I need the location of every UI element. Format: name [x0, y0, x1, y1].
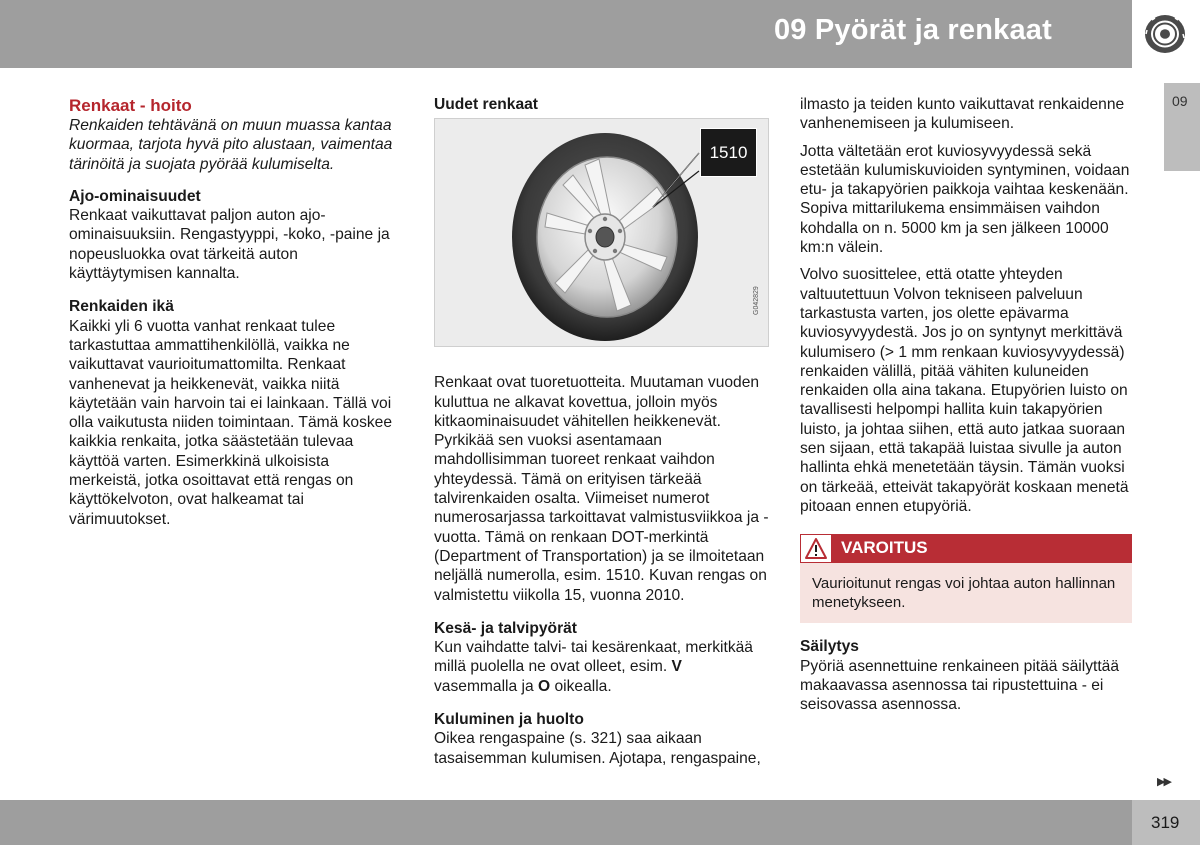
section-title: Renkaat - hoito	[69, 96, 192, 115]
new-tires-text: Renkaat ovat tuoretuotteita. Muutaman vuoden kuluttua ne alkavat kovettua, jolloin myös kitkaominaisuudet vähitellen heikkenevät. Pyrkikää sen vuoksi asentamaan mahdollisimman tuoreet renkaat vaihdon yhteydessä. Tämä on erityisen tärkeää talvirenkaiden osalta. Viimeiset numerot numerosarjassa tarkoittavat valmistusviikkoa ja -vuotta. Tämä on renkaan DOT-merkintä (Department of Transportation) ja se ilmoitetaan neljällä numerolla, esim. 1510. Kuvan rengas on valmistettu viikolla 15, vuonna 2010.	[434, 374, 769, 604]
seasonal-text	[434, 638, 769, 696]
wear-text: Oikea rengaspaine (s. 321) saa aikaan tasaisemman kulumisen. Ajotapa, rengaspaine,	[434, 730, 761, 767]
column-1	[69, 95, 404, 529]
age-heading: Renkaiden ikä	[69, 298, 174, 316]
age-text: Kaikki yli 6 vuotta vanhat renkaat tulee tarkastuttaa ammattihenkilöllä, vaikka ne vaikuttavat vaurioitumattomilta. Renkaat vanhenevat ja heikkenevät, vaikka niitä käytetään vain harvoin tai ei lainkaan. Tällä voi olla vaikutusta niiden toimintaan. Tämä koskee kaikkia renkaita, jotka säästetään tulevaa käyttöä varten. Esimerkkinä ulkoisista merkeistä, jotka osoittavat että rengas on käyttökelvoton, ovat halkeamat tai värimuutokset.	[69, 317, 393, 528]
seasonal-text-part-2: vasemmalla ja	[434, 677, 538, 695]
chapter-icon-box	[1132, 0, 1200, 68]
continued-text: ilmasto ja teiden kunto vaikuttavat renkaidenne vanhenemiseen ja kulumiseen.	[800, 96, 1125, 133]
seasonal-text-part-1: Kun vaihdatte talvi- tai kesärenkaat, merkitkää millä puolella ne ovat olleet, esim.	[434, 639, 753, 676]
chapter-side-tab-label: 09	[1172, 93, 1188, 109]
warning-header	[800, 534, 1132, 563]
volvo-recommendation-text: Volvo suosittelee, että otatte yhteyden valtuutettuun Volvon tekniseen palveluun tarkastusta varten, jos olette epävarma kuviosyvyydestä. Jos jo on syntynyt merkittävä kulumisero (> 1 mm renkaan kuviosyvyydessä) renkaiden välillä, pitää vähiten kuluneiden renkaiden olla aina takana. Etupyörien luisto on tavallisesti helpompi hallita kuin takapyörien luisto, ja johtaa siihen, että auto jatkaa suoraan sen sijaan, että takapää luistaa sivulle ja auton hallinta ehkä menetetään täysin. Tämän vuoksi on tärkeää, etteivät takapyörät koskaan menetä pitoaan ennen etupyöriä.	[800, 266, 1129, 515]
warning-icon-box	[800, 534, 832, 563]
driving-text: Renkaat vaikuttavat paljon auton ajo-ominaisuuksiin. Rengastyyppi, -koko, -paine ja nopeusluokka ovat tärkeitä auton käyttäytymisen kannalta.	[69, 207, 390, 283]
column-3	[800, 95, 1135, 714]
header-bar	[0, 0, 1132, 68]
warning-triangle-icon	[804, 537, 828, 560]
seasonal-text-part-3: oikealla.	[550, 677, 612, 695]
tire-figure	[434, 118, 769, 347]
storage-text: Pyöriä asennettuine renkaineen pitää säilyttää makaavassa asennossa tai ripustettuina - ei seisovassa asennossa.	[800, 657, 1120, 714]
seasonal-marker-v: V	[671, 658, 682, 676]
warning-box	[800, 534, 1132, 623]
warning-text: Vaurioitunut rengas voi johtaa auton hallinnan menetykseen.	[800, 563, 1132, 623]
new-tires-heading: Uudet renkaat	[434, 96, 538, 113]
rotation-text: Jotta vältetään erot kuviosyvyydessä sekä estetään kulumiskuvioiden syntyminen, voidaan etu- ja takapyörien paikkoja vaihtaa keskenään. Sopiva mittarilukema ensimmäisen vaihdon kohdalla on n. 5000 km ja sen jälkeen 10000 km:n välein.	[800, 142, 1130, 257]
figure-code: G042829	[753, 286, 760, 316]
dot-code-label: 1510	[700, 128, 757, 177]
chapter-side-tab[interactable]	[1164, 83, 1200, 171]
seasonal-heading: Kesä- ja talvipyörät	[434, 619, 578, 637]
storage-heading: Säilytys	[800, 638, 859, 656]
wear-heading: Kuluminen ja huolto	[434, 711, 584, 729]
column-2	[434, 95, 769, 768]
page-number-box	[1132, 800, 1200, 845]
seasonal-marker-o: O	[538, 677, 551, 695]
driving-heading: Ajo-ominaisuudet	[69, 187, 201, 205]
intro-text: Renkaiden tehtävänä on muun muassa kantaa kuormaa, tarjota hyvä pito alustaan, vaimentaa tärinöitä ja suojata pyörää kulumiselta.	[69, 117, 393, 173]
chapter-title: 09 Pyörät ja renkaat	[773, 14, 1052, 46]
double-arrow-right-icon: ▶▶	[1157, 776, 1170, 788]
footer-bar	[0, 800, 1132, 845]
page-number: 319	[1151, 813, 1180, 832]
warning-label: VAROITUS	[841, 538, 928, 558]
tire-icon	[1142, 13, 1188, 55]
